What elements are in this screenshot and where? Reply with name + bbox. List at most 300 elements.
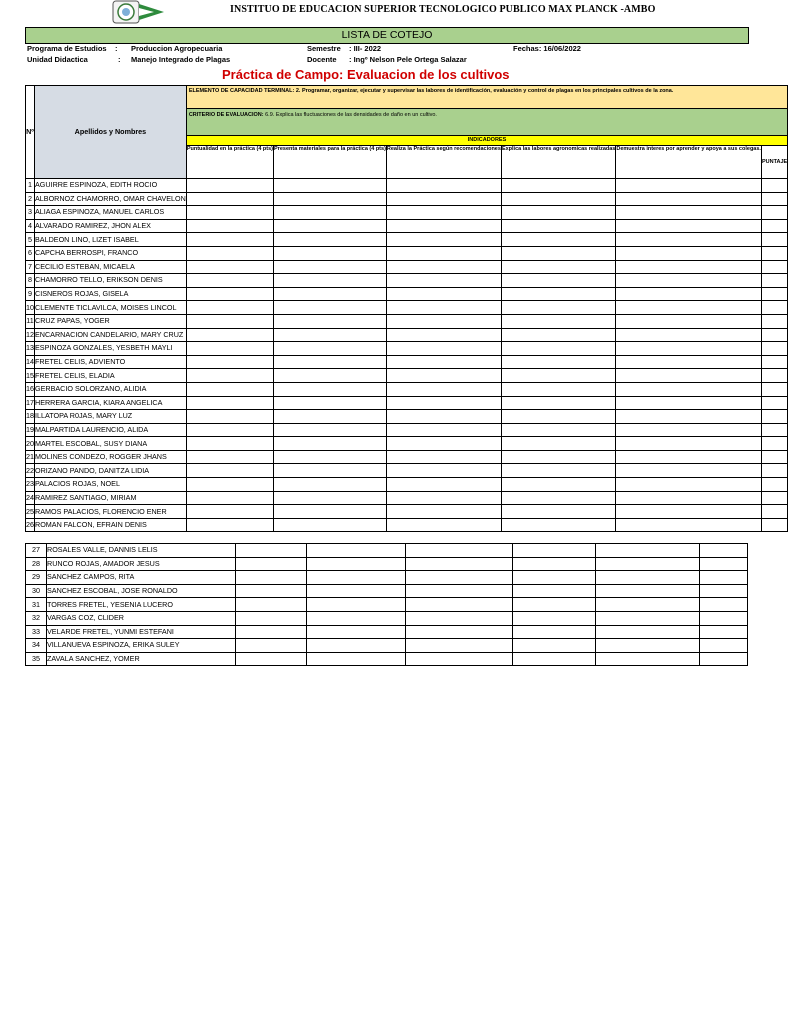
score-cell[interactable] bbox=[501, 355, 615, 369]
score-cell[interactable] bbox=[761, 437, 787, 451]
score-cell[interactable] bbox=[616, 301, 762, 315]
score-cell[interactable] bbox=[386, 464, 501, 478]
student-name: VARGAS COZ, CLIDER bbox=[47, 611, 236, 625]
score-cell[interactable] bbox=[186, 382, 273, 396]
score-cell[interactable] bbox=[761, 396, 787, 410]
programa-value: Produccion Agropecuaria bbox=[131, 44, 223, 53]
score-cell[interactable] bbox=[761, 491, 787, 505]
score-cell[interactable] bbox=[761, 369, 787, 383]
student-number: 6 bbox=[26, 246, 35, 260]
score-cell[interactable] bbox=[761, 518, 787, 532]
score-cell[interactable] bbox=[616, 314, 762, 328]
score-cell[interactable] bbox=[186, 505, 273, 519]
indicator-column: Realiza la Práctica según recomendaciones bbox=[386, 146, 501, 179]
score-cell[interactable] bbox=[186, 450, 273, 464]
puntaje-header: PUNTAJE bbox=[761, 146, 787, 179]
score-cell[interactable] bbox=[501, 491, 615, 505]
student-number: 31 bbox=[26, 598, 47, 612]
score-cell[interactable] bbox=[386, 192, 501, 206]
score-cell[interactable] bbox=[274, 328, 387, 342]
score-cell[interactable] bbox=[761, 478, 787, 492]
score-cell[interactable] bbox=[386, 518, 501, 532]
student-name: ALVARADO RAMIREZ, JHON ALEX bbox=[35, 219, 187, 233]
name-header: Apellidos y Nombres bbox=[35, 86, 187, 179]
score-cell[interactable] bbox=[616, 518, 762, 532]
table-row bbox=[26, 652, 748, 666]
score-cell[interactable] bbox=[596, 584, 700, 598]
score-cell[interactable] bbox=[513, 639, 596, 653]
score-cell[interactable] bbox=[406, 557, 513, 571]
student-name: PALACIOS ROJAS, NOEL bbox=[35, 478, 187, 492]
score-cell[interactable] bbox=[501, 518, 615, 532]
score-cell[interactable] bbox=[513, 557, 596, 571]
table-row bbox=[26, 505, 788, 519]
score-cell[interactable] bbox=[274, 179, 387, 193]
score-cell[interactable] bbox=[501, 314, 615, 328]
score-cell[interactable] bbox=[274, 382, 387, 396]
score-cell[interactable] bbox=[274, 423, 387, 437]
unidad-value: Manejo Integrado de Plagas bbox=[131, 55, 231, 64]
score-cell[interactable] bbox=[761, 314, 787, 328]
score-cell[interactable] bbox=[274, 287, 387, 301]
score-cell[interactable] bbox=[236, 639, 307, 653]
score-cell[interactable] bbox=[501, 328, 615, 342]
score-cell[interactable] bbox=[616, 342, 762, 356]
score-cell[interactable] bbox=[186, 301, 273, 315]
score-cell[interactable] bbox=[501, 260, 615, 274]
score-cell[interactable] bbox=[274, 246, 387, 260]
score-cell[interactable] bbox=[501, 410, 615, 424]
table-row bbox=[26, 314, 788, 328]
score-cell[interactable] bbox=[236, 652, 307, 666]
table-row bbox=[26, 410, 788, 424]
score-cell[interactable] bbox=[186, 328, 273, 342]
score-cell[interactable] bbox=[761, 328, 787, 342]
score-cell[interactable] bbox=[761, 342, 787, 356]
score-cell[interactable] bbox=[761, 301, 787, 315]
score-cell[interactable] bbox=[501, 423, 615, 437]
student-name: BALDEON LINO, LIZET ISABEL bbox=[35, 233, 187, 247]
student-number: 22 bbox=[26, 464, 35, 478]
score-cell[interactable] bbox=[386, 450, 501, 464]
student-name: CLEMENTE TICLAVILCA, MOISES LINCOL bbox=[35, 301, 187, 315]
score-cell[interactable] bbox=[406, 544, 513, 558]
score-cell[interactable] bbox=[186, 396, 273, 410]
score-cell[interactable] bbox=[616, 369, 762, 383]
score-cell[interactable] bbox=[274, 396, 387, 410]
score-cell[interactable] bbox=[501, 342, 615, 356]
score-cell[interactable] bbox=[307, 571, 406, 585]
checklist-table bbox=[25, 85, 788, 532]
score-cell[interactable] bbox=[186, 437, 273, 451]
score-cell[interactable] bbox=[186, 246, 273, 260]
score-cell[interactable] bbox=[386, 423, 501, 437]
table-row bbox=[26, 464, 788, 478]
score-cell[interactable] bbox=[501, 396, 615, 410]
score-cell[interactable] bbox=[761, 219, 787, 233]
student-name: TORRES FRETEL, YESENIA LUCERO bbox=[47, 598, 236, 612]
score-cell[interactable] bbox=[616, 206, 762, 220]
score-cell[interactable] bbox=[596, 611, 700, 625]
score-cell[interactable] bbox=[307, 557, 406, 571]
score-cell[interactable] bbox=[274, 505, 387, 519]
score-cell[interactable] bbox=[761, 233, 787, 247]
score-cell[interactable] bbox=[274, 437, 387, 451]
score-cell[interactable] bbox=[386, 301, 501, 315]
score-cell[interactable] bbox=[616, 382, 762, 396]
score-cell[interactable] bbox=[616, 246, 762, 260]
score-cell[interactable] bbox=[513, 584, 596, 598]
table-row bbox=[26, 233, 788, 247]
score-cell[interactable] bbox=[274, 274, 387, 288]
score-cell[interactable] bbox=[700, 625, 748, 639]
score-cell[interactable] bbox=[274, 301, 387, 315]
score-cell[interactable] bbox=[386, 179, 501, 193]
score-cell[interactable] bbox=[386, 505, 501, 519]
score-cell[interactable] bbox=[307, 544, 406, 558]
score-cell[interactable] bbox=[761, 179, 787, 193]
student-number: 35 bbox=[26, 652, 47, 666]
score-cell[interactable] bbox=[501, 437, 615, 451]
score-cell[interactable] bbox=[616, 219, 762, 233]
score-cell[interactable] bbox=[386, 233, 501, 247]
table-row bbox=[26, 219, 788, 233]
score-cell[interactable] bbox=[236, 571, 307, 585]
score-cell[interactable] bbox=[386, 355, 501, 369]
score-cell[interactable] bbox=[186, 518, 273, 532]
score-cell[interactable] bbox=[596, 571, 700, 585]
score-cell[interactable] bbox=[274, 219, 387, 233]
score-cell[interactable] bbox=[386, 382, 501, 396]
score-cell[interactable] bbox=[616, 450, 762, 464]
score-cell[interactable] bbox=[186, 274, 273, 288]
score-cell[interactable] bbox=[616, 478, 762, 492]
student-name: SANCHEZ ESCOBAL, JOSE RONALDO bbox=[47, 584, 236, 598]
score-cell[interactable] bbox=[513, 652, 596, 666]
score-cell[interactable] bbox=[236, 598, 307, 612]
student-number: 23 bbox=[26, 478, 35, 492]
student-name: VILLANUEVA ESPINOZA, ERIKA SULEY bbox=[47, 639, 236, 653]
student-number: 29 bbox=[26, 571, 47, 585]
score-cell[interactable] bbox=[501, 274, 615, 288]
score-cell[interactable] bbox=[236, 584, 307, 598]
score-cell[interactable] bbox=[700, 652, 748, 666]
student-number: 10 bbox=[26, 301, 35, 315]
score-cell[interactable] bbox=[501, 179, 615, 193]
student-number: 17 bbox=[26, 396, 35, 410]
score-cell[interactable] bbox=[274, 410, 387, 424]
score-cell[interactable] bbox=[616, 192, 762, 206]
score-cell[interactable] bbox=[761, 355, 787, 369]
score-cell[interactable] bbox=[186, 369, 273, 383]
score-cell[interactable] bbox=[236, 557, 307, 571]
score-cell[interactable] bbox=[186, 478, 273, 492]
table-row bbox=[26, 598, 748, 612]
score-cell[interactable] bbox=[616, 423, 762, 437]
score-cell[interactable] bbox=[501, 287, 615, 301]
table-row bbox=[26, 437, 788, 451]
score-cell[interactable] bbox=[700, 557, 748, 571]
score-cell[interactable] bbox=[186, 355, 273, 369]
table-row bbox=[26, 301, 788, 315]
score-cell[interactable] bbox=[274, 233, 387, 247]
score-cell[interactable] bbox=[186, 314, 273, 328]
score-cell[interactable] bbox=[616, 505, 762, 519]
student-number: 24 bbox=[26, 491, 35, 505]
table-row bbox=[26, 328, 788, 342]
score-cell[interactable] bbox=[501, 464, 615, 478]
score-cell[interactable] bbox=[386, 342, 501, 356]
score-cell[interactable] bbox=[386, 369, 501, 383]
table-row bbox=[26, 571, 748, 585]
table-row bbox=[26, 478, 788, 492]
score-cell[interactable] bbox=[596, 639, 700, 653]
score-cell[interactable] bbox=[501, 450, 615, 464]
score-cell[interactable] bbox=[616, 287, 762, 301]
score-cell[interactable] bbox=[386, 396, 501, 410]
student-name: ROSALES VALLE, DANNIS LELIS bbox=[47, 544, 236, 558]
score-cell[interactable] bbox=[596, 557, 700, 571]
score-cell[interactable] bbox=[307, 652, 406, 666]
score-cell[interactable] bbox=[596, 625, 700, 639]
table-row bbox=[26, 611, 748, 625]
student-number: 9 bbox=[26, 287, 35, 301]
unidad-label: Unidad Didactica bbox=[27, 55, 88, 64]
score-cell[interactable] bbox=[186, 219, 273, 233]
score-cell[interactable] bbox=[761, 464, 787, 478]
score-cell[interactable] bbox=[761, 287, 787, 301]
elemento-capacidad: ELEMENTO DE CAPACIDAD TERMINAL: 2. Programar, organizar, ejecutar y supervisar las labores de identificación, evaluación y control de plagas en los principales cultivos de la zona. bbox=[186, 86, 787, 109]
student-number: 16 bbox=[26, 382, 35, 396]
score-cell[interactable] bbox=[616, 396, 762, 410]
student-number: 8 bbox=[26, 274, 35, 288]
student-name: CISNEROS ROJAS, GISELA bbox=[35, 287, 187, 301]
student-name: FRETEL CELIS, ADVIENTO bbox=[35, 355, 187, 369]
student-number: 25 bbox=[26, 505, 35, 519]
list-title: LISTA DE COTEJO bbox=[25, 27, 749, 44]
score-cell[interactable] bbox=[186, 491, 273, 505]
table-row bbox=[26, 179, 788, 193]
score-cell[interactable] bbox=[186, 260, 273, 274]
score-cell[interactable] bbox=[274, 314, 387, 328]
score-cell[interactable] bbox=[616, 260, 762, 274]
student-number: 11 bbox=[26, 314, 35, 328]
score-cell[interactable] bbox=[616, 355, 762, 369]
score-cell[interactable] bbox=[386, 314, 501, 328]
score-cell[interactable] bbox=[761, 450, 787, 464]
student-name: CECILIO ESTEBAN, MICAELA bbox=[35, 260, 187, 274]
score-cell[interactable] bbox=[236, 544, 307, 558]
score-cell[interactable] bbox=[386, 219, 501, 233]
score-cell[interactable] bbox=[186, 206, 273, 220]
student-name: MALPARTIDA LAURENCIO, ALIDA bbox=[35, 423, 187, 437]
score-cell[interactable] bbox=[406, 625, 513, 639]
score-cell[interactable] bbox=[501, 206, 615, 220]
score-cell[interactable] bbox=[406, 652, 513, 666]
score-cell[interactable] bbox=[307, 625, 406, 639]
score-cell[interactable] bbox=[274, 260, 387, 274]
score-cell[interactable] bbox=[307, 611, 406, 625]
score-cell[interactable] bbox=[761, 274, 787, 288]
score-cell[interactable] bbox=[761, 382, 787, 396]
score-cell[interactable] bbox=[700, 571, 748, 585]
score-cell[interactable] bbox=[761, 206, 787, 220]
table-row bbox=[26, 369, 788, 383]
score-cell[interactable] bbox=[386, 206, 501, 220]
score-cell[interactable] bbox=[501, 369, 615, 383]
score-cell[interactable] bbox=[513, 544, 596, 558]
score-cell[interactable] bbox=[616, 464, 762, 478]
score-cell[interactable] bbox=[501, 505, 615, 519]
score-cell[interactable] bbox=[406, 598, 513, 612]
student-number: 1 bbox=[26, 179, 35, 193]
student-number: 20 bbox=[26, 437, 35, 451]
score-cell[interactable] bbox=[700, 584, 748, 598]
score-cell[interactable] bbox=[513, 571, 596, 585]
score-cell[interactable] bbox=[596, 544, 700, 558]
score-cell[interactable] bbox=[386, 410, 501, 424]
score-cell[interactable] bbox=[616, 233, 762, 247]
score-cell[interactable] bbox=[386, 246, 501, 260]
score-cell[interactable] bbox=[186, 464, 273, 478]
score-cell[interactable] bbox=[501, 478, 615, 492]
docente-value: : Ingº Nelson Pele Ortega Salazar bbox=[349, 55, 467, 64]
score-cell[interactable] bbox=[307, 584, 406, 598]
table-row bbox=[26, 423, 788, 437]
score-cell[interactable] bbox=[274, 464, 387, 478]
score-cell[interactable] bbox=[761, 423, 787, 437]
score-cell[interactable] bbox=[761, 505, 787, 519]
score-cell[interactable] bbox=[596, 652, 700, 666]
student-name: FRETEL CELIS, ELADIA bbox=[35, 369, 187, 383]
score-cell[interactable] bbox=[513, 598, 596, 612]
score-cell[interactable] bbox=[236, 625, 307, 639]
table-row bbox=[26, 625, 748, 639]
score-cell[interactable] bbox=[501, 301, 615, 315]
score-cell[interactable] bbox=[700, 598, 748, 612]
score-cell[interactable] bbox=[386, 274, 501, 288]
score-cell[interactable] bbox=[616, 179, 762, 193]
student-name: ENCARNACION CANDELARIO, MARY CRUZ bbox=[35, 328, 187, 342]
table-row bbox=[26, 639, 748, 653]
table-row bbox=[26, 246, 788, 260]
student-name: RAMIREZ SANTIAGO, MIRIAM bbox=[35, 491, 187, 505]
score-cell[interactable] bbox=[186, 423, 273, 437]
score-cell[interactable] bbox=[406, 611, 513, 625]
score-cell[interactable] bbox=[274, 518, 387, 532]
score-cell[interactable] bbox=[406, 571, 513, 585]
score-cell[interactable] bbox=[761, 410, 787, 424]
score-cell[interactable] bbox=[186, 233, 273, 247]
score-cell[interactable] bbox=[236, 611, 307, 625]
indicadores-header: INDICADORES bbox=[186, 136, 787, 146]
score-cell[interactable] bbox=[761, 260, 787, 274]
student-name: ESPINOZA GONZALES, YESBETH MAYLI bbox=[35, 342, 187, 356]
score-cell[interactable] bbox=[386, 478, 501, 492]
student-number: 34 bbox=[26, 639, 47, 653]
score-cell[interactable] bbox=[596, 598, 700, 612]
student-number: 33 bbox=[26, 625, 47, 639]
score-cell[interactable] bbox=[616, 410, 762, 424]
score-cell[interactable] bbox=[274, 206, 387, 220]
score-cell[interactable] bbox=[307, 598, 406, 612]
score-cell[interactable] bbox=[761, 192, 787, 206]
score-cell[interactable] bbox=[186, 410, 273, 424]
institution-name: INSTITUO DE EDUCACION SUPERIOR TECNOLOGICO PUBLICO MAX PLANCK -AMBO bbox=[230, 4, 656, 15]
score-cell[interactable] bbox=[501, 382, 615, 396]
student-number: 13 bbox=[26, 342, 35, 356]
score-cell[interactable] bbox=[513, 625, 596, 639]
student-number: 7 bbox=[26, 260, 35, 274]
student-name: CRUZ PAPAS, YOGER bbox=[35, 314, 187, 328]
score-cell[interactable] bbox=[761, 246, 787, 260]
number-header: Nº bbox=[26, 86, 35, 179]
score-cell[interactable] bbox=[501, 192, 615, 206]
student-name: RUNCO ROJAS, AMADOR JESUS bbox=[47, 557, 236, 571]
score-cell[interactable] bbox=[186, 192, 273, 206]
score-cell[interactable] bbox=[386, 287, 501, 301]
score-cell[interactable] bbox=[386, 328, 501, 342]
score-cell[interactable] bbox=[700, 544, 748, 558]
score-cell[interactable] bbox=[186, 342, 273, 356]
score-cell[interactable] bbox=[386, 437, 501, 451]
table-row bbox=[26, 287, 788, 301]
table-row bbox=[26, 396, 788, 410]
score-cell[interactable] bbox=[274, 342, 387, 356]
student-number: 21 bbox=[26, 450, 35, 464]
fecha: Fechas: 16/06/2022 bbox=[513, 44, 581, 53]
indicator-column: Puntualidad en la práctica (4 pts) bbox=[186, 146, 273, 179]
score-cell[interactable] bbox=[186, 179, 273, 193]
colon: : bbox=[115, 44, 118, 53]
table-row bbox=[26, 544, 748, 558]
score-cell[interactable] bbox=[700, 639, 748, 653]
score-cell[interactable] bbox=[386, 260, 501, 274]
score-cell[interactable] bbox=[274, 192, 387, 206]
table-row bbox=[26, 274, 788, 288]
score-cell[interactable] bbox=[307, 639, 406, 653]
score-cell[interactable] bbox=[274, 491, 387, 505]
score-cell[interactable] bbox=[274, 450, 387, 464]
semestre-label: Semestre bbox=[307, 44, 341, 53]
score-cell[interactable] bbox=[501, 233, 615, 247]
score-cell[interactable] bbox=[616, 437, 762, 451]
student-number: 27 bbox=[26, 544, 47, 558]
student-name: GERBACIO SOLORZANO, ALIDIA bbox=[35, 382, 187, 396]
score-cell[interactable] bbox=[186, 287, 273, 301]
score-cell[interactable] bbox=[406, 639, 513, 653]
semestre-value: : III- 2022 bbox=[349, 44, 382, 53]
student-number: 26 bbox=[26, 518, 35, 532]
score-cell[interactable] bbox=[501, 219, 615, 233]
score-cell[interactable] bbox=[386, 491, 501, 505]
table-row bbox=[26, 206, 788, 220]
score-cell[interactable] bbox=[274, 355, 387, 369]
student-name: ALBORNOZ CHAMORRO, OMAR CHAVELON bbox=[35, 192, 187, 206]
score-cell[interactable] bbox=[616, 328, 762, 342]
score-cell[interactable] bbox=[274, 478, 387, 492]
student-number: 19 bbox=[26, 423, 35, 437]
score-cell[interactable] bbox=[616, 491, 762, 505]
score-cell[interactable] bbox=[616, 274, 762, 288]
score-cell[interactable] bbox=[501, 246, 615, 260]
table-row bbox=[26, 355, 788, 369]
programa-label: Programa de Estudios bbox=[27, 44, 107, 53]
score-cell[interactable] bbox=[406, 584, 513, 598]
score-cell[interactable] bbox=[513, 611, 596, 625]
score-cell[interactable] bbox=[274, 369, 387, 383]
score-cell[interactable] bbox=[700, 611, 748, 625]
